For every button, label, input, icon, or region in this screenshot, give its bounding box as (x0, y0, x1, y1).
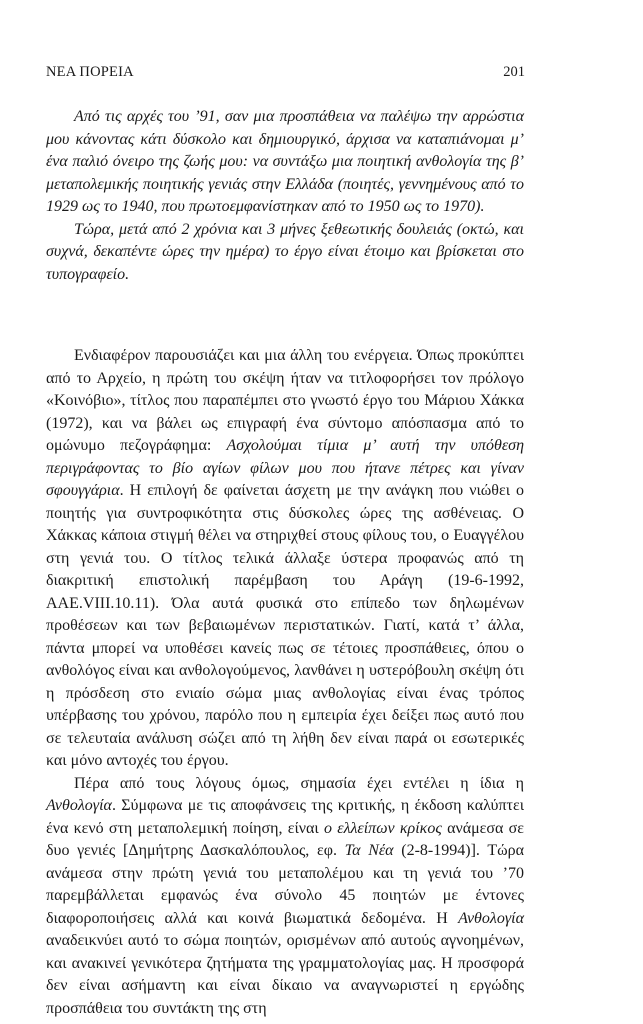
body-text-run: Πέρα από τους λόγους όμως, σημασία έχει εντέλει η ίδια η (74, 774, 524, 792)
running-head: ΝΕΑ ΠΟΡΕΙΑ (46, 64, 134, 80)
quote-paragraph-1: Από τις αρχές του ’91, σαν μια προσπάθεια να παλέψω την αρρώστια μου κάνοντας κάτι δύσκολο και δημιουργικό, άρχισα να καταπιάνομαι μ’ ένα παλιό όνειρο της ζωής μου: να συντάξω μια ποιητική ανθολογία της β’ μεταπολεμικής ποιητικής γενιάς στην Ελλάδα (ποιητές, γεννημένους από το 1929 ως το 1940, που πρωτοεμφανίστηκαν από το 1950 ως το 1970). (46, 108, 524, 215)
body-text-run: Ενδιαφέρον παρουσιάζει και μια άλλη του ενέργεια. Όπως προκύπτει από το Αρχείο, η πρώτη του σκέψη ήταν να τιτλοφορήσει τον πρόλογο «Κοινόβιο», τίτλος που παραπέμπει στο γνωστό έργο του Μάριου Χάκκα (1972), και να βάλει ως επιγραφή ένα σύντομο απόσπασμα από το ομώνυμο πεζογράφημα: (46, 347, 524, 454)
italic-title: Ανθολογία (46, 797, 112, 814)
body-paragraph-2 (46, 773, 524, 1021)
italic-phrase: ο ελλείπων κρίκος (324, 819, 442, 837)
body-text-run: (2-8-1994)]. Τώρα ανάμεσα στην πρώτη γενιά του μεταπολέμου και τη γενιά του ’70 παρεμβάλλεται εμφανώς ένα σύνολο 45 ποιητών με έντονες διαφοροποιήσεις αλλά και κοινά βιωματικά δεδομένα. Η (46, 842, 525, 927)
body-text (46, 345, 524, 1020)
quote-paragraph-2: Τώρα, μετά από 2 χρόνια και 3 μήνες ξεθεωτικής δουλειάς (οκτώ, και συχνά, δεκαπέντε ώρες την ημέρα) το έργο είναι έτοιμο και βρίσκεται στο τυπογραφείο. (46, 220, 524, 283)
page-number: 201 (503, 64, 525, 80)
italic-quotation: Ασχολούμαι τίμια μ’ αυτή την υπόθεση περιγράφοντας το βίο αγίων φίλων μου που ήτανε πέτρες και γίναν σφουγγάρια (46, 437, 524, 499)
italic-title: Ανθολογία (458, 909, 524, 927)
body-text-run: . Σύμφωνα με τις αποφάνσεις της κριτικής, η έκδοση καλύπτει ένα κενό στη μεταπολεμική ποίηση, είναι (46, 797, 524, 837)
body-text-run: . Η επιλογή δε φαίνεται άσχετη με την ανάγκη που νιώθει ο ποιητής για συντροφικότητα στις δύσκολες ώρες της ασθένειας. Ο Χάκκας κάποια στιγμή θέλει να στηριχθεί στους φίλους του, ο Ευαγγέλου στη γενιά του. Ο τίτλος τελικά άλλαξε ύστερα προφανώς από τη διακριτική επιστολική παρέμβαση του Αράγη (19-6-1992, ΑΑΕ.VIII.10.11). Όλα αυτά φυσικά στο επίπεδο των δηλωμένων προθέσεων και των βεβαιωμένων περιστατικών. Γιατί, κατά τ’ άλλα, πάντα μπορεί να υποθέσει κανείς πως σε τέτοιες προσπάθειες, όπου ο ανθολόγος είναι και ανθολογούμενος, λανθάνει η υστερόβουλη σκέψη ότι η πρόσδεση στο ενιαίο σώμα μιας ανθολογίας είναι ένας τρόπος υπέρβασης του χρόνου, παρόλο που η εμπειρία έχει δείξει πως αυτό που σε τελευταία ανάλυση σώζει από τη λήθη δεν είναι παρά οι εσωτερικές και μόνο αντοχές του έργου. (46, 482, 524, 769)
quoted-passage (46, 106, 524, 286)
italic-newspaper-title: Τα Νέα (344, 842, 394, 859)
body-paragraph-1 (46, 345, 524, 773)
page-header (46, 64, 525, 82)
body-text-run: αναδεικνύει αυτό το σώμα ποιητών, ορισμένων από αυτούς αγνοημένων, και ανακινεί γενικότερα ζητήματα της γραμματολογίας μας. Η προσφορά δεν είναι ασήμαντη και είναι δίκαιο να αναγνωριστεί η εργώδης προσπάθεια του συντάκτη της στη (46, 932, 524, 1017)
body-text-run: ανάμεσα σε δυο γενιές [Δημήτρης Δασκαλόπουλος, εφ. (46, 819, 524, 859)
